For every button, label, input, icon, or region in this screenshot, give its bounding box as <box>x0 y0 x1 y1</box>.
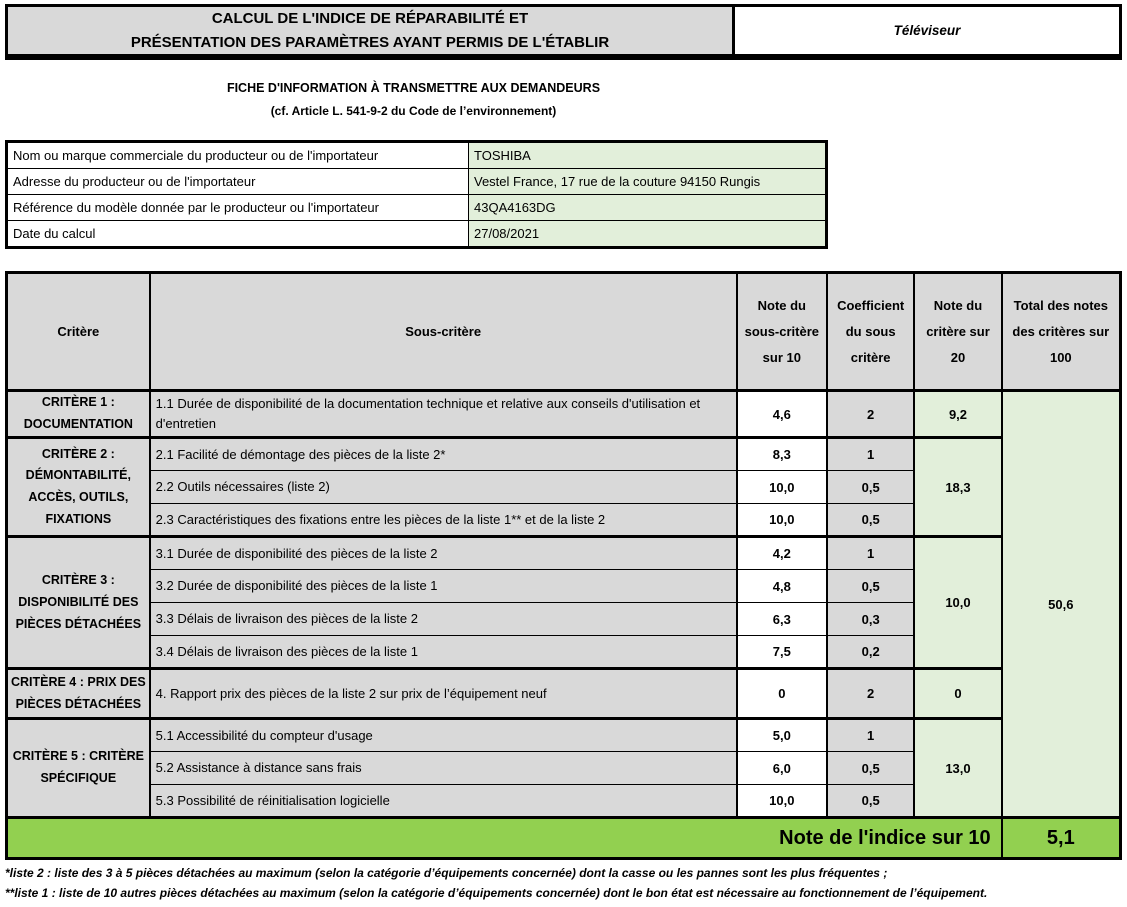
document-title <box>5 4 735 57</box>
subcriterion-cell: 2.2 Outils nécessaires (liste 2) <box>150 471 737 504</box>
subtitle-line2: (cf. Article L. 541-9-2 du Code de l’environnement) <box>270 104 557 118</box>
table-row <box>7 669 1121 719</box>
subcriterion-cell: 5.3 Possibilité de réinitialisation logicielle <box>150 785 737 818</box>
criterion-cell: CRITÈRE 2 : DÉMONTABILITÉ, ACCÈS, OUTILS, FIXATIONS <box>7 438 150 537</box>
subcriterion-cell: 5.2 Assistance à distance sans frais <box>150 752 737 785</box>
header-row <box>7 273 1121 391</box>
coefficient-cell: 1 <box>827 438 914 471</box>
coefficient-cell: 2 <box>827 391 914 438</box>
coefficient-cell: 2 <box>827 669 914 719</box>
score10-cell: 4,8 <box>737 570 827 603</box>
column-header-criterion: Critère <box>7 273 150 391</box>
table-row <box>7 169 827 195</box>
score10-cell: 4,6 <box>737 391 827 438</box>
final-score-value: 5,1 <box>1002 818 1121 859</box>
criterion-cell: CRITÈRE 5 : CRITÈRE SPÉCIFIQUE <box>7 719 150 818</box>
model-reference-label: Référence du modèle donnée par le producteur ou l'importateur <box>7 195 469 221</box>
calc-date-value: 27/08/2021 <box>469 221 827 248</box>
criterion-cell: CRITÈRE 1 : DOCUMENTATION <box>7 391 150 438</box>
score10-cell: 10,0 <box>737 785 827 818</box>
coefficient-cell: 0,5 <box>827 785 914 818</box>
score20-cell: 10,0 <box>914 537 1001 669</box>
coefficient-cell: 0,5 <box>827 752 914 785</box>
coefficient-cell: 0,5 <box>827 471 914 504</box>
producer-address-value: Vestel France, 17 rue de la couture 94150 Rungis <box>469 169 827 195</box>
column-header-score20: Note du critère sur 20 <box>914 273 1001 391</box>
model-reference-value: 43QA4163DG <box>469 195 827 221</box>
column-header-score10: Note du sous-critère sur 10 <box>737 273 827 391</box>
score10-cell: 10,0 <box>737 504 827 537</box>
banner <box>5 4 1122 60</box>
criterion-cell: CRITÈRE 4 : PRIX DES PIÈCES DÉTACHÉES <box>7 669 150 719</box>
score10-cell: 4,2 <box>737 537 827 570</box>
calc-date-label: Date du calcul <box>7 221 469 248</box>
score10-cell: 5,0 <box>737 719 827 752</box>
final-score-label: Note de l'indice sur 10 <box>7 818 1002 859</box>
subcriterion-cell: 3.3 Délais de livraison des pièces de la liste 2 <box>150 603 737 636</box>
score20-cell: 13,0 <box>914 719 1001 818</box>
footnote-liste2: *liste 2 : liste des 3 à 5 pièces détachées au maximum (selon la catégorie d’équipements concernée) dont la casse ou les pannes sont les plus fréquentes ; <box>5 866 888 881</box>
total100-cell: 50,6 <box>1002 391 1121 818</box>
score20-cell: 0 <box>914 669 1001 719</box>
column-header-total100: Total des notes des critères sur 100 <box>1002 273 1121 391</box>
product-type: Téléviseur <box>735 4 1122 57</box>
criterion-cell: CRITÈRE 3 : DISPONIBILITÉ DES PIÈCES DÉTACHÉES <box>7 537 150 669</box>
score10-cell: 6,0 <box>737 752 827 785</box>
document-title-line2: PRÉSENTATION DES PARAMÈTRES AYANT PERMIS DE L'ÉTABLIR <box>130 33 610 51</box>
producer-info-table <box>5 140 828 249</box>
producer-address-label: Adresse du producteur ou de l'importateur <box>7 169 469 195</box>
subcriterion-cell: 1.1 Durée de disponibilité de la documentation technique et relative aux conseils d'utilisation et d'entretien <box>150 391 737 438</box>
table-row <box>7 537 1121 570</box>
column-header-coefficient: Coefficient du sous critère <box>827 273 914 391</box>
footnotes <box>5 866 1122 900</box>
subtitle-line1: FICHE D'INFORMATION À TRANSMETTRE AUX DEMANDEURS <box>226 81 601 95</box>
coefficient-cell: 0,5 <box>827 504 914 537</box>
coefficient-cell: 1 <box>827 719 914 752</box>
subtitle <box>5 81 822 118</box>
table-row <box>7 438 1121 471</box>
subcriterion-cell: 3.1 Durée de disponibilité des pièces de la liste 2 <box>150 537 737 570</box>
table-row <box>7 221 827 248</box>
table-row <box>7 719 1121 752</box>
coefficient-cell: 1 <box>827 537 914 570</box>
score10-cell: 10,0 <box>737 471 827 504</box>
document-title-line1: CALCUL DE L'INDICE DE RÉPARABILITÉ ET <box>211 10 529 28</box>
footnote-liste1: **liste 1 : liste de 10 autres pièces détachées au maximum (selon la catégorie d’équipements concernée) dont le bon état est nécessaire au fonctionnement de l’équipement. <box>5 886 988 901</box>
producer-name-value: TOSHIBA <box>469 142 827 169</box>
subcriterion-cell: 3.4 Délais de livraison des pièces de la liste 1 <box>150 636 737 669</box>
subcriterion-cell: 2.1 Facilité de démontage des pièces de la liste 2* <box>150 438 737 471</box>
criteria-table <box>5 271 1122 860</box>
coefficient-cell: 0,2 <box>827 636 914 669</box>
subcriterion-cell: 2.3 Caractéristiques des fixations entre les pièces de la liste 1** et de la liste 2 <box>150 504 737 537</box>
score10-cell: 6,3 <box>737 603 827 636</box>
producer-name-label: Nom ou marque commerciale du producteur ou de l'importateur <box>7 142 469 169</box>
score20-cell: 9,2 <box>914 391 1001 438</box>
score10-cell: 7,5 <box>737 636 827 669</box>
subcriterion-cell: 3.2 Durée de disponibilité des pièces de la liste 1 <box>150 570 737 603</box>
final-score-row <box>7 818 1121 859</box>
subcriterion-cell: 5.1 Accessibilité du compteur d'usage <box>150 719 737 752</box>
column-header-subcriterion: Sous-critère <box>150 273 737 391</box>
table-row <box>7 195 827 221</box>
table-row <box>7 142 827 169</box>
subcriterion-cell: 4. Rapport prix des pièces de la liste 2 sur prix de l’équipement neuf <box>150 669 737 719</box>
table-row <box>7 391 1121 438</box>
score20-cell: 18,3 <box>914 438 1001 537</box>
score10-cell: 0 <box>737 669 827 719</box>
coefficient-cell: 0,5 <box>827 570 914 603</box>
coefficient-cell: 0,3 <box>827 603 914 636</box>
score10-cell: 8,3 <box>737 438 827 471</box>
